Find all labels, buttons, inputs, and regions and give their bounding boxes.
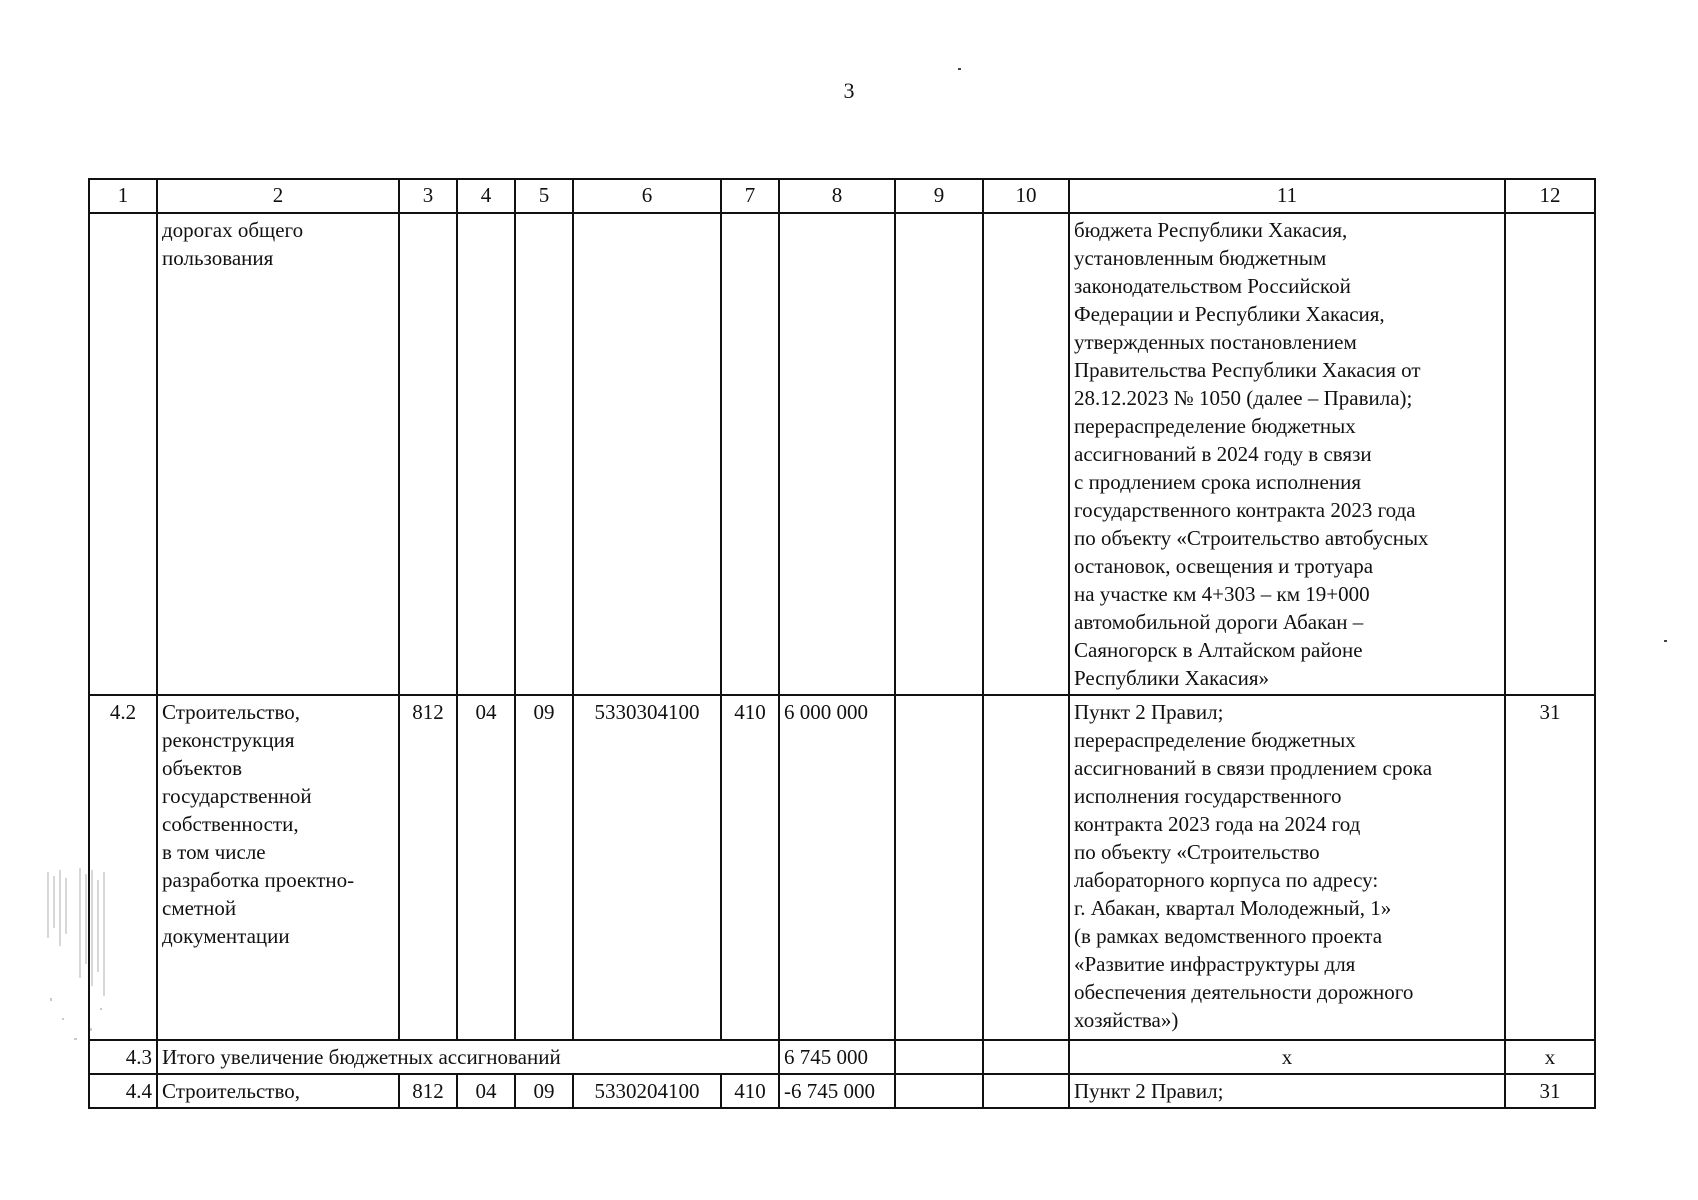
header-col-3: 3	[399, 179, 457, 213]
section-code: 04	[457, 695, 515, 1040]
subsection-code: 09	[515, 1074, 573, 1108]
header-col-12: 12	[1505, 179, 1595, 213]
registration-stamp	[40, 868, 112, 1058]
amount-cell: -6 745 000	[779, 1074, 895, 1108]
row-number	[89, 213, 157, 695]
scan-speck	[958, 68, 961, 70]
header-col-7: 7	[721, 179, 779, 213]
header-col-4: 4	[457, 179, 515, 213]
scan-speck	[1664, 640, 1667, 642]
subsection-code	[515, 213, 573, 695]
total-row	[89, 1040, 1595, 1074]
amount-col-10	[983, 1040, 1069, 1074]
total-label: Итого увеличение бюджетных ассигнований	[157, 1040, 779, 1074]
header-row	[89, 179, 1595, 213]
expense-name: дорогах общего пользования	[157, 213, 399, 695]
amount-col-9	[895, 213, 983, 695]
amount-col-9	[895, 695, 983, 1040]
amount-col-9	[895, 1074, 983, 1108]
header-col-10: 10	[983, 179, 1069, 213]
section-code	[457, 213, 515, 695]
header-col-8: 8	[779, 179, 895, 213]
target-article-code	[573, 213, 721, 695]
header-col-9: 9	[895, 179, 983, 213]
amount-cell: 6 000 000	[779, 695, 895, 1040]
table-row	[89, 213, 1595, 695]
total-amount: 6 745 000	[779, 1040, 895, 1074]
header-col-6: 6	[573, 179, 721, 213]
basis-text: Пункт 2 Правил;	[1069, 1074, 1505, 1108]
amount-col-10	[983, 1074, 1069, 1108]
row-number: 4.3	[89, 1040, 157, 1074]
amount-col-10	[983, 695, 1069, 1040]
target-article-code: 5330204100	[573, 1074, 721, 1108]
basis-text: бюджета Республики Хакасия, установленным бюджетным законодательством Российской Федерации и Республики Хакасия, утвержденных постановлением Правительства Республики Хакасия от 28.12.2023 № 1050 (далее – Правила); перераспределение бюджетных ассигнований в 2024 году в связи с продлением срока исполнения государственного контракта 2023 года по объекту «Строительство автобусных остановок, освещения и тротуара на участке км 4+303 – км 19+000 автомобильной дороги Абакан – Саяногорск в Алтайском районе Республики Хакасия»	[1069, 213, 1505, 695]
budget-table	[88, 178, 1596, 1109]
ministry-code: 812	[399, 695, 457, 1040]
amount-col-9	[895, 1040, 983, 1074]
header-col-11: 11	[1069, 179, 1505, 213]
header-col-2: 2	[157, 179, 399, 213]
ministry-code: 812	[399, 1074, 457, 1108]
section-code: 04	[457, 1074, 515, 1108]
basis-text: Пункт 2 Правил; перераспределение бюджетных ассигнований в связи продлением срока исполнения государственного контракта 2023 года на 2024 год по объекту «Строительство лабораторного корпуса по адресу: г. Абакан, квартал Молодежный, 1» (в рамках ведомственного проекта «Развитие инфраструктуры для обеспечения деятельности дорожного хозяйства»)	[1069, 695, 1505, 1040]
code-col-12: 31	[1505, 1074, 1595, 1108]
page-number: 3	[843, 78, 855, 103]
table-row	[89, 695, 1595, 1040]
amount-cell	[779, 213, 895, 695]
header-col-5: 5	[515, 179, 573, 213]
ministry-code	[399, 213, 457, 695]
code-col-12: 31	[1505, 695, 1595, 1040]
expense-type-code: 410	[721, 1074, 779, 1108]
basis-text: х	[1069, 1040, 1505, 1074]
expense-name: Строительство,	[157, 1074, 399, 1108]
expense-type-code	[721, 213, 779, 695]
table-row	[89, 1074, 1595, 1108]
expense-name: Строительство, реконструкция объектов государственной собственности, в том числе разработка проектно- сметной документации	[157, 695, 399, 1040]
code-col-12	[1505, 213, 1595, 695]
subsection-code: 09	[515, 695, 573, 1040]
amount-col-10	[983, 213, 1069, 695]
row-number: 4.4	[89, 1074, 157, 1108]
target-article-code: 5330304100	[573, 695, 721, 1040]
expense-type-code: 410	[721, 695, 779, 1040]
header-col-1: 1	[89, 179, 157, 213]
code-col-12: х	[1505, 1040, 1595, 1074]
row-number: 4.2	[89, 695, 157, 1040]
